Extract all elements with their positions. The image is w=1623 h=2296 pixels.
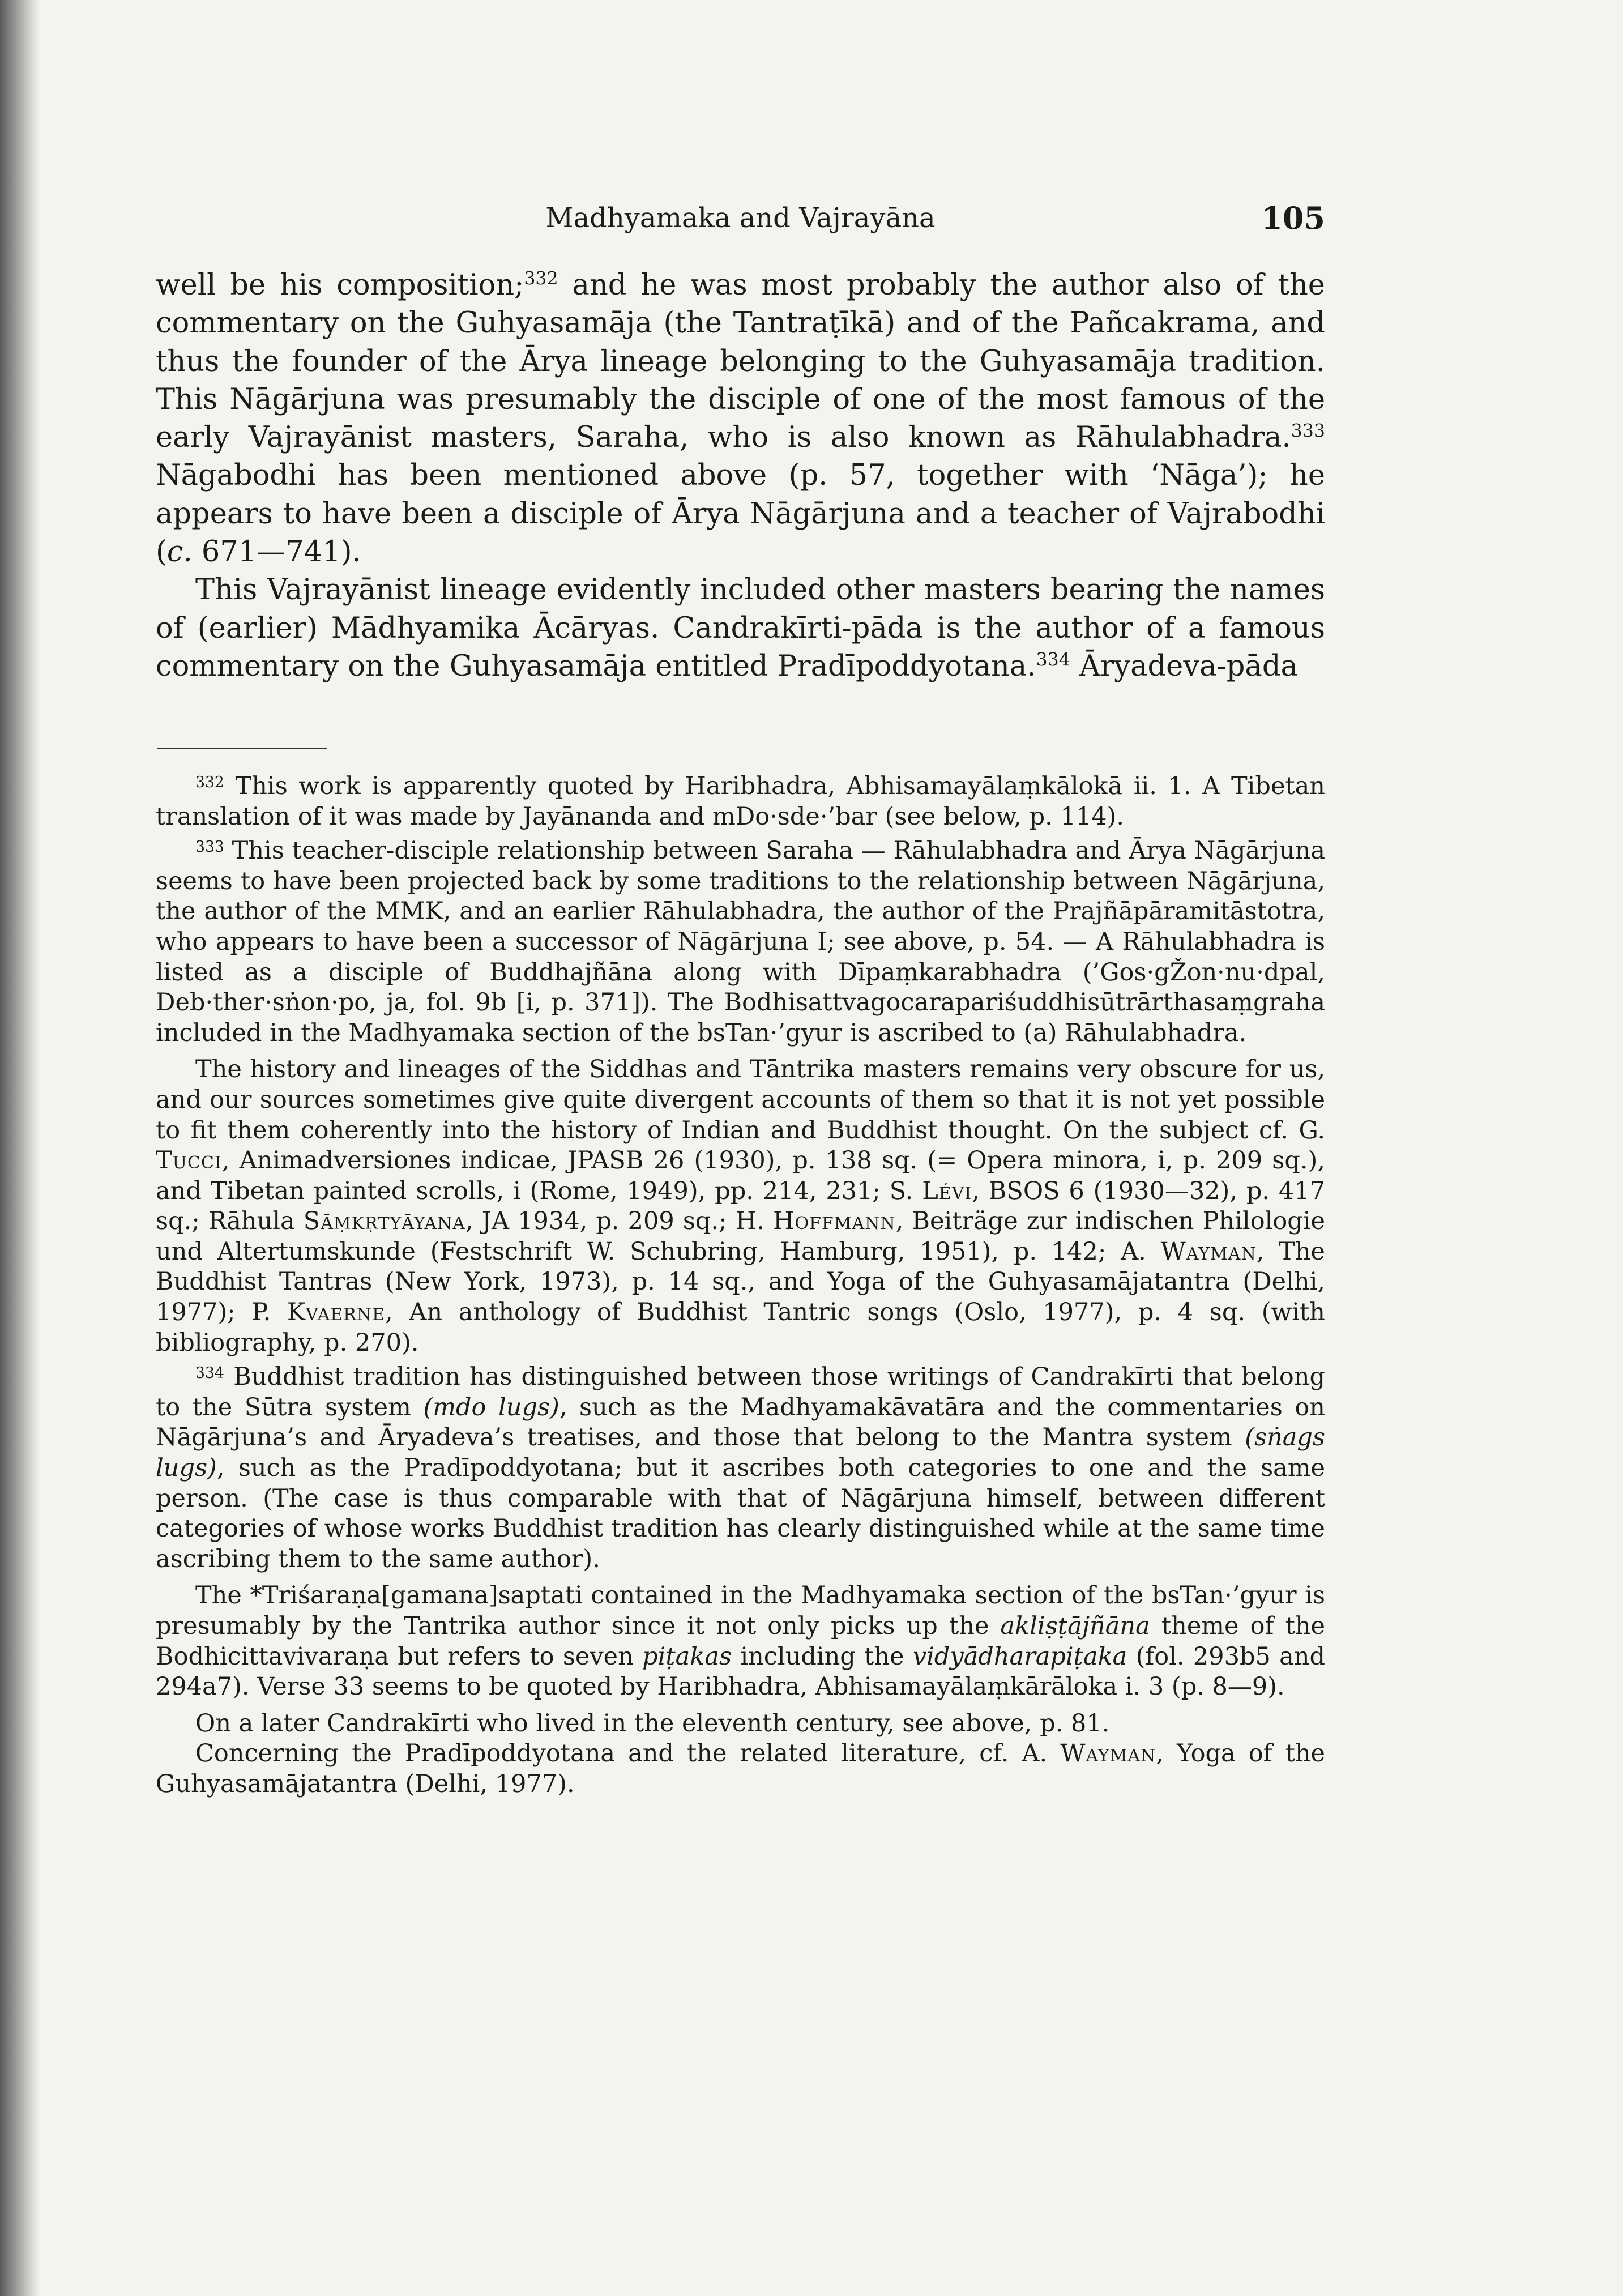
scan-edge-shadow	[0, 0, 40, 2296]
page-number: 105	[1261, 200, 1325, 236]
footnote-ref-332[interactable]: 332	[524, 268, 558, 289]
footnote-334-later-candrakirti: On a later Candrakīrti who lived in the eleventh century, see above, p. 81.	[195, 1709, 1110, 1738]
footnote-334-continued: The *Triśaraṇa[gamana]saptati contained in the Madhyamaka section of the bsTan·’gyur is presumably by the Tantrika author since it not only picks up the akliṣṭājñāna theme of the Bodhicittavivaraṇa but refers to seven piṭakas including the vidyādharapiṭaka (fol. 293b5 and 294a7). Verse 33 seems to be quoted by Haribhadra, Abhisamayālaṃkārāloka i. 3 (p. 8—9).	[156, 1581, 1325, 1701]
paragraph-1: well be his composition;$^{332}$ and he was most probably the author also of the commentary on the Guhyasamāja (the Tantraṭīkā) and of the Pañcakrama, and thus the founder of the Ārya lineage belonging to the Guhyasamāja tradition. This Nāgārjuna was presumably the disciple of one of the most famous of the early Vajrayānist masters, Saraha, who is also known as Rāhulabhadra.$^{333}$ Nāgabodhi has been mentioned above (p. 57, together with ‘Nāga’); he appears to have been a disciple of Ārya Nāgārjuna and a teacher of Vajrabodhi (c. 671—741).	[156, 268, 1325, 569]
footnote-number: 333	[195, 838, 224, 856]
main-text	[156, 266, 1325, 685]
footnote-333-continued: The history and lineages of the Siddhas and Tāntrika masters remains very obscure for us, and our sources sometimes give quite divergent accounts of them so that it is not yet possible to fit them coherently into the history of Indian and Buddhist thought. On the subject cf. G. Tucci, Animadversiones indicae, JPASB 26 (1930), p. 138 sq. (= Opera minora, i, p. 209 sq.), and Tibetan painted scrolls, i (Rome, 1949), pp. 214, 231; S. Lévi, BSOS 6 (1930—32), p. 417 sq.; Rāhula Sāṃkṛtyāyana, JA 1934, p. 209 sq.; H. Hoffmann, Beiträge zur indischen Philologie und Altertumskunde (Festschrift W. Schubring, Hamburg, 1951), p. 142; A. Wayman, The Buddhist Tantras (New York, 1973), p. 14 sq., and Yoga of the Guhyasamājatantra (Delhi, 1977); P. Kvaerne, An anthology of Buddhist Tantric songs (Oslo, 1977), p. 4 sq. (with bibliography, p. 270).	[156, 1055, 1325, 1357]
footnote-333: $^{333}$ This teacher-disciple relationship between Saraha — Rāhulabhadra and Ārya Nāgārjuna seems to have been projected back by some traditions to the relationship between Nāgārjuna, the author of the MMK, and an earlier Rāhulabhadra, the author of the Prajñāpāramitāstotra, who appears to have been a successor of Nāgārjuna I; see above, p. 54. — A Rāhulabhadra is listed as a disciple of Buddhajñāna along with Dīpaṃkarabhadra (’Gos·gŽon·nu·dpal, Deb·ther·sṅon·po, ja, fol. 9b [i, p. 371]). The Bodhisattvagocarapariśuddhisūtrārthasaṃgraha included in the Madhyamaka section of the bsTan·’gyur is ascribed to (a) Rāhulabhadra.	[156, 837, 1325, 1047]
page-header	[156, 195, 1325, 241]
footnote-334: $^{334}$ Buddhist tradition has distinguished between those writings of Candrakīrti that belong to the Sūtra system (mdo lugs), such as the Madhyamakāvatāra and the commentaries on Nāgārjuna’s and Āryadeva’s treatises, and those that belong to the Mantra system (sṅags lugs), such as the Pradīpoddyotana; but it ascribes both categories to one and the same person. (The case is thus comparable with that of Nāgārjuna himself, between different categories of whose works Buddhist tradition has clearly distinguished while at the same time ascribing them to the same author).	[156, 1363, 1325, 1573]
paragraph-2: This Vajrayānist lineage evidently included other masters bearing the names of (earlier) Mādhyamika Ācāryas. Candrakīrti-pāda is the author of a famous commentary on the Guhyasamāja entitled Pradīpoddyotana.$^{334}$ Āryadeva-pāda	[156, 573, 1325, 683]
footnote-rule	[157, 748, 327, 749]
footnote-number: 332	[195, 774, 224, 791]
footnote-ref-333[interactable]: 333	[1291, 421, 1325, 442]
footnote-332: $^{332}$ This work is apparently quoted by Haribhadra, Abhisamayālaṃkālokā ii. 1. A Tibetan translation of it was made by Jayānanda and mDo·sde·’bar (see below, p. 114).	[156, 771, 1325, 831]
footnotes	[156, 767, 1325, 1800]
running-title: Madhyamaka and Vajrayāna	[545, 202, 936, 234]
footnote-number: 334	[195, 1364, 224, 1382]
footnote-ref-334[interactable]: 334	[1036, 650, 1070, 671]
footnote-334-pradipoddyotana: Concerning the Pradīpoddyotana and the related literature, cf. A. Wayman, Yoga of the Guhyasamājatantra (Delhi, 1977).	[156, 1739, 1326, 1798]
